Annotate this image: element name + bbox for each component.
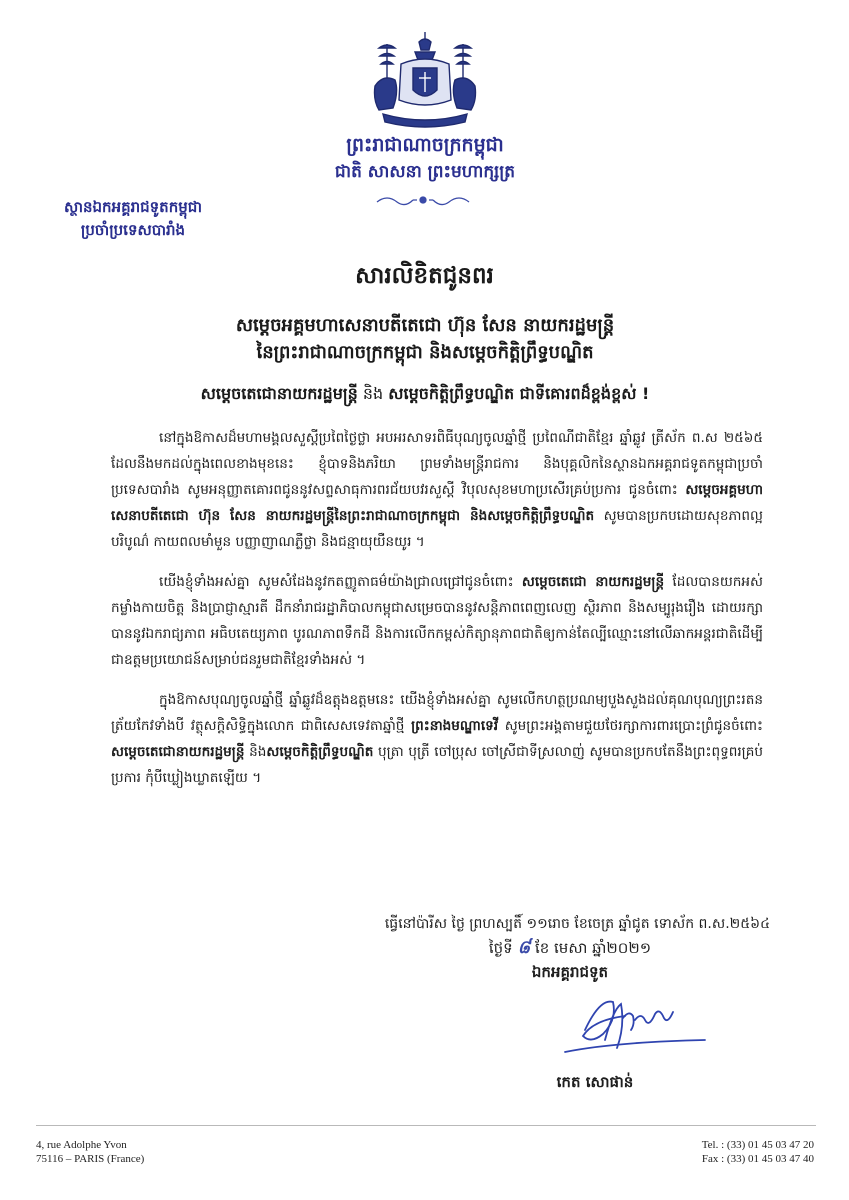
embassy-line-2: ប្រចាំប្រទេសបារាំង	[80, 221, 186, 239]
paragraph-2-bold: សម្តេចតេជោ នាយករដ្ឋមន្ត្រី	[521, 574, 665, 590]
footer-divider	[36, 1125, 816, 1126]
paragraph-2-text-2: ដែលបានយកអស់កម្លាំងកាយចិត្ត និងប្រាជ្ញាស្មារតី ដឹកនាំរាជរដ្ឋាភិបាលកម្ពុជាសម្រេចបាននូវសន្តិភាពពេញលេញ ស្ថិរភាព និងសម្បូរុងរឿង ដោយរក្សាបាននូវឯករាជ្យភាព អធិបតេយ្យភាព បូរណភាពទឹកដី និងការលើកកម្ពស់កិត្យានុភាពជាតិឲ្យកាន់តែល្បីឈ្មោះនៅលើឆាកអន្តរជាតិដើម្បីជាឧត្តមប្រយោជន៍សម្រាប់ជនរួមជាតិខ្មែរទាំងអស់ ។	[111, 574, 763, 668]
paragraph-3-bold-2: សម្តេចតេជោនាយករដ្ឋមន្ត្រី	[111, 744, 245, 760]
letter-body	[111, 425, 763, 805]
date-day: ៨	[517, 937, 531, 958]
date-suffix: ខែ មេសា ឆ្នាំ២០២១	[530, 939, 652, 957]
paragraph-1-text-2: សូមបានប្រកបដោយសុខភាពល្អបរិបូណ៌ កាយពលមាំមួន បញ្ញាញាណភ្លឺថ្លា និងជន្មាយុយឺនយូរ ។	[111, 508, 763, 550]
footer-contact	[560, 1138, 814, 1166]
embassy-name	[28, 196, 238, 242]
salutation	[90, 382, 760, 406]
salutation-part-2: សម្តេចកិត្តិព្រឹទ្ធបណ្ឌិត ជាទីគោរពដ៏ខ្ពង់ខ្ពស់ !	[388, 384, 650, 403]
khmer-ornament-icon	[373, 190, 473, 210]
paragraph-2-text-1: យើងខ្ញុំទាំងអស់គ្នា សូមសំដែងនូវកតញ្ញូតាធម៌យ៉ាងជ្រាលជ្រៅជូនចំពោះ	[159, 574, 522, 590]
gregorian-date	[450, 935, 690, 961]
salutation-part-1: សម្តេចតេជោនាយករដ្ឋមន្ត្រី	[200, 384, 358, 403]
footer-address	[36, 1138, 296, 1166]
signer-name: កេត សោផាន់	[556, 1073, 634, 1091]
national-motto: ជាតិ សាសនា ព្រះមហាក្សត្រ	[334, 162, 516, 182]
paragraph-3-text-4: បុត្រា បុត្រី ចៅប្រុស ចៅស្រីជាទីស្រលាញ់ សូមបានប្រកបតែនឹងព្រះពុទ្ធពរគ្រប់ប្រការ កុំបីឃ្លៀងឃ្លាតឡើយ ។	[111, 744, 763, 786]
paragraph-3-text-1: ក្នុងឱកាសបុណ្យចូលឆ្នាំថ្មី ឆ្នាំឆ្លូវដ៏ឧត្តុងឧត្តមនេះ យើងខ្ញុំទាំងអស់គ្នា សូមលើកហត្ថប្រណម្យបួងសួងដល់គុណបុណ្យព្រះរតនត្រ័យកែវទាំងបី វត្ថុសក្តិសិទ្ធិក្នុងលោក ជាពិសេសទេវតាឆ្នាំថ្មី	[111, 692, 763, 734]
paragraph-3-bold-3: សម្តេចកិត្តិព្រឹទ្ធបណ្ឌិត	[266, 744, 374, 760]
paragraph-1-bold: សម្តេចអគ្គមហាសេនាបតីតេជោ ហ៊ុន សែន នាយករដ្ឋមន្ត្រីនៃព្រះរាជាណាចក្រកម្ពុជា និងសម្តេចកិត្តិព្រឹទ្ធបណ្ឌិត	[111, 482, 763, 524]
paragraph-1-text-1: នៅក្នុងឱកាសដ៏មហាមង្គលសួស្តីប្រពៃថ្ងៃថ្លា អបអរសាទរពិធីបុណ្យចូលឆ្នាំថ្មី ប្រពៃណីជាតិខ្មែរ ឆ្នាំឆ្លូវ ត្រីស័ក ព.ស ២៥៦៥ ដែលនឹងមកដល់ក្នុងពេលខាងមុខនេះ ខ្ញុំបាទនិងភរិយា ព្រមទាំងមន្រ្តីរាជការ និងបុគ្គលិកនៃស្ថានឯកអគ្គរាជទូតកម្ពុជាប្រចាំប្រទេសបារាំង សូមអនុញ្ញាតគោរពជូននូវសព្ទសាធុការពរជ័យបវរសួស្តី វិបុលសុខមហាប្រសើរគ្រប់ប្រការ ជូនចំពោះ	[111, 430, 763, 498]
royal-coat-of-arms-icon	[365, 30, 485, 132]
embassy-line-1: ស្ថានឯកអគ្គរាជទូតកម្ពុជា	[63, 198, 203, 216]
place-and-lunar-date: ធ្វើនៅប៉ារីស ថ្ងៃ ព្រហស្បតិ៍ ១១រោច ខែចេត្រ ឆ្នាំជូត ទោស័ក ព.ស.២៥៦៤	[384, 916, 770, 932]
date-prefix: ថ្ងៃទី	[488, 939, 518, 957]
fax: Fax : (33) 01 45 03 47 40	[701, 1153, 814, 1165]
salutation-connector: និង	[357, 384, 389, 403]
address-line-2: 75116 – PARIS (France)	[36, 1153, 145, 1165]
ambassador-title: ឯកអគ្គរាជទូត	[531, 963, 609, 981]
paragraph-3-bold-1: ព្រះនាងមណ្ឌាទេវី	[411, 718, 499, 734]
paragraph-3-text-3: និង	[244, 744, 267, 760]
kingdom-title: ព្រះរាជាណាចក្រកម្ពុជា	[346, 134, 504, 156]
paragraph-1	[111, 425, 763, 555]
handwritten-signature-icon	[555, 990, 715, 1060]
subject-line-1: សម្តេចអគ្គមហាសេនាបតីតេជោ ហ៊ុន សែន នាយករដ្ឋមន្ត្រី	[235, 315, 615, 336]
paragraph-2	[111, 569, 763, 673]
letter-subject	[120, 312, 730, 366]
telephone: Tel. : (33) 01 45 03 47 20	[701, 1139, 814, 1151]
subject-line-2: នៃព្រះរាជាណាចក្រកម្ពុជា និងសម្តេចកិត្តិព្រឹទ្ធបណ្ឌិត	[256, 342, 594, 363]
paragraph-3-text-2: សូមព្រះអង្គតាមជួយថែរក្សាការពារប្រោះព្រំជូនចំពោះ	[498, 718, 763, 734]
address-line-1: 4, rue Adolphe Yvon	[36, 1139, 127, 1151]
letter-title: សារលិខិតជូនពរ	[355, 263, 494, 289]
paragraph-3	[111, 687, 763, 791]
